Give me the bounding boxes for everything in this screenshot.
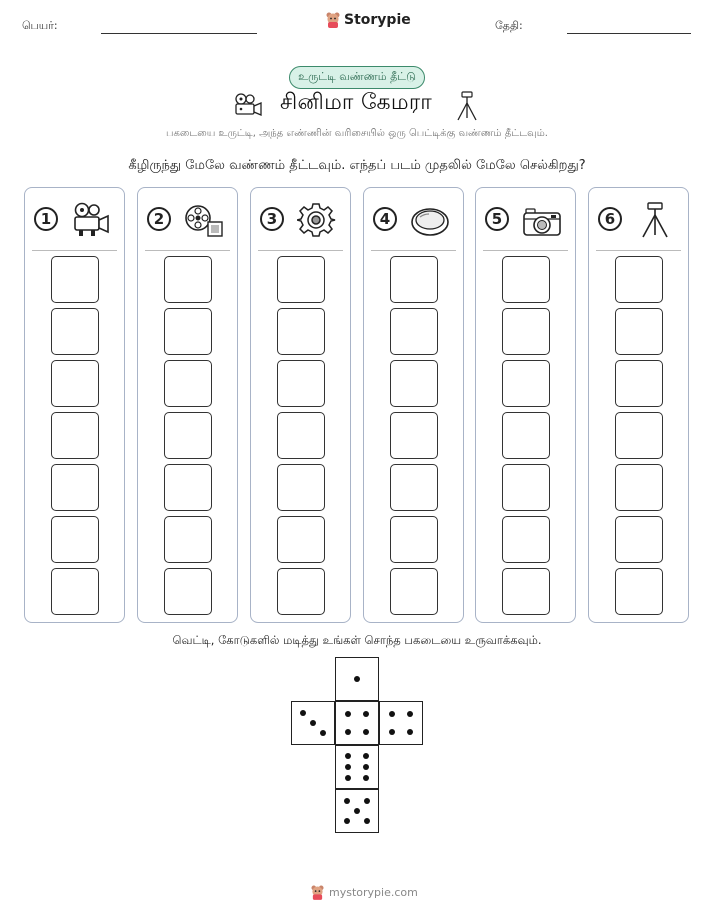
dice-face-3 — [291, 701, 335, 745]
camera-icon — [522, 201, 562, 239]
color-box[interactable] — [390, 464, 438, 511]
color-box[interactable] — [277, 256, 325, 303]
color-box[interactable] — [615, 464, 663, 511]
column-4 — [363, 187, 464, 623]
movie-camera-icon — [71, 201, 111, 239]
color-box[interactable] — [164, 360, 212, 407]
dice-face-4 — [335, 701, 379, 745]
color-box[interactable] — [502, 568, 550, 615]
date-line[interactable] — [567, 33, 691, 34]
dice-face-5 — [335, 789, 379, 833]
tripod-icon — [635, 201, 675, 239]
color-box[interactable] — [277, 464, 325, 511]
color-box[interactable] — [277, 568, 325, 615]
color-box[interactable] — [390, 568, 438, 615]
color-box[interactable] — [51, 256, 99, 303]
footer-url[interactable]: mystorypie.com — [329, 886, 418, 899]
color-box[interactable] — [51, 568, 99, 615]
column-5 — [475, 187, 576, 623]
color-box[interactable] — [277, 516, 325, 563]
color-box[interactable] — [502, 464, 550, 511]
film-reel-icon — [184, 201, 224, 239]
color-box[interactable] — [390, 256, 438, 303]
column-number: 4 — [373, 207, 397, 231]
color-box[interactable] — [164, 516, 212, 563]
color-box[interactable] — [164, 568, 212, 615]
column-number: 3 — [260, 207, 284, 231]
column-number: 5 — [485, 207, 509, 231]
color-box[interactable] — [502, 360, 550, 407]
brand-name: Storypie — [344, 12, 411, 28]
cut-instruction: வெட்டி, கோடுகளில் மடித்து உங்கள் சொந்த பகடையை உருவாக்கவும். — [172, 633, 542, 647]
name-label: பெயர்: — [22, 19, 58, 32]
date-label: தேதி: — [495, 19, 523, 32]
dice-face-1 — [335, 657, 379, 701]
subtitle: பகடையை உருட்டி, அந்த எண்ணின் வரிசையில் ஒரு பெட்டிக்கு வண்ணம் தீட்டவும். — [166, 128, 548, 139]
color-box[interactable] — [615, 412, 663, 459]
gear-icon — [297, 201, 337, 239]
color-box[interactable] — [51, 308, 99, 355]
column-1 — [24, 187, 125, 623]
page-title: சினிமா கேமரா — [280, 90, 433, 115]
color-box[interactable] — [277, 412, 325, 459]
color-box[interactable] — [502, 516, 550, 563]
activity-badge: உருட்டி வண்ணம் தீட்டு — [289, 66, 425, 89]
name-line[interactable] — [101, 33, 257, 34]
color-box[interactable] — [615, 360, 663, 407]
color-box[interactable] — [615, 568, 663, 615]
color-box[interactable] — [164, 464, 212, 511]
color-box[interactable] — [390, 412, 438, 459]
color-box[interactable] — [615, 256, 663, 303]
dice-face-4b — [379, 701, 423, 745]
dice-face-6 — [335, 745, 379, 789]
bear-icon — [311, 885, 324, 900]
column-number: 6 — [598, 207, 622, 231]
color-box[interactable] — [164, 412, 212, 459]
color-box[interactable] — [51, 412, 99, 459]
column-3 — [250, 187, 351, 623]
tripod-icon — [456, 91, 478, 121]
color-box[interactable] — [390, 308, 438, 355]
brand-logo — [326, 12, 411, 28]
column-number: 2 — [147, 207, 171, 231]
bear-icon — [326, 12, 340, 28]
color-box[interactable] — [502, 308, 550, 355]
color-box[interactable] — [390, 516, 438, 563]
color-box[interactable] — [277, 360, 325, 407]
column-number: 1 — [34, 207, 58, 231]
color-box[interactable] — [164, 308, 212, 355]
color-box[interactable] — [615, 516, 663, 563]
color-box[interactable] — [277, 308, 325, 355]
color-box[interactable] — [502, 412, 550, 459]
color-box[interactable] — [615, 308, 663, 355]
column-2 — [137, 187, 238, 623]
column-6 — [588, 187, 689, 623]
color-box[interactable] — [390, 360, 438, 407]
movie-camera-icon — [233, 93, 263, 119]
color-box[interactable] — [502, 256, 550, 303]
color-box[interactable] — [51, 516, 99, 563]
color-box[interactable] — [51, 360, 99, 407]
instruction: கீழிருந்து மேலே வண்ணம் தீட்டவும். எந்தப் படம் முதலில் மேலே செல்கிறது? — [128, 158, 586, 173]
color-box[interactable] — [164, 256, 212, 303]
lens-icon — [410, 201, 450, 239]
color-box[interactable] — [51, 464, 99, 511]
footer — [311, 885, 418, 900]
